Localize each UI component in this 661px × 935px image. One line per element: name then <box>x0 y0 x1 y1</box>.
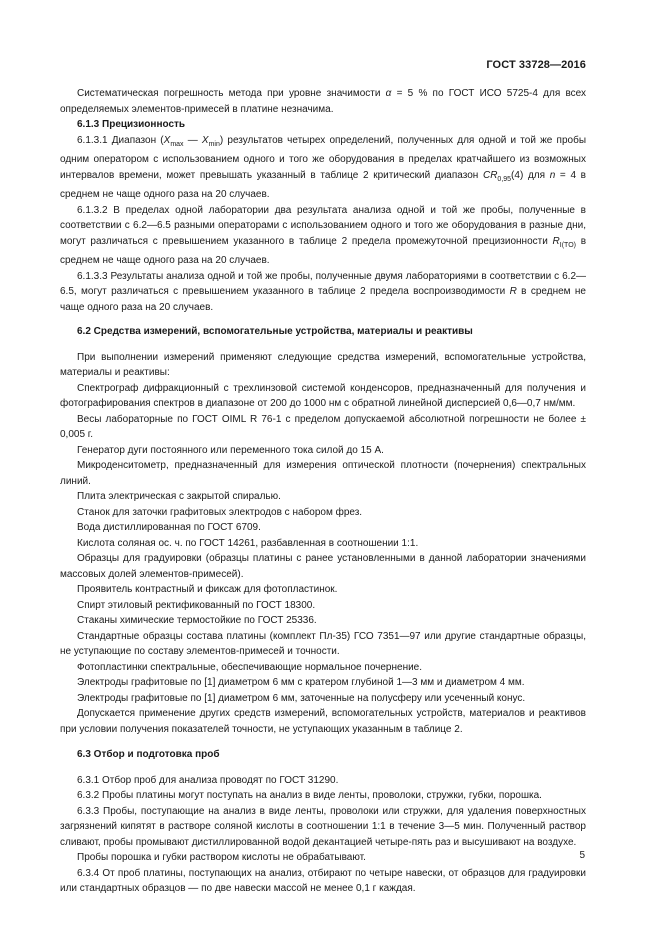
text-run: 6.1.3 Прецизионность <box>77 119 186 130</box>
text-run: Станок для заточки графитовых электродов с набором фрез. <box>77 506 363 518</box>
paragraph-p-6-3-2 <box>60 788 586 804</box>
text-run: 6.3.1 Отбор проб для анализа проводят по ГОСТ 31290. <box>77 774 339 786</box>
text-run: Систематическая погрешность метода при уровне значимости <box>77 88 386 99</box>
text-run: 6.3.4 От проб платины, поступающих на анализ, отбирают по четыре навески, от образцов для градуировки или стандартных образцов — по две навески массой не менее 0,1 г каждая. <box>60 867 586 894</box>
text-run: Весы лабораторные по ГОСТ OIML R 76-1 с пределом допускаемой абсолютной погрешности не более ± 0,005 г. <box>60 413 586 440</box>
text-run: 6.1.3.1 Диапазон ( <box>77 134 164 146</box>
text-run: 6.1.3.2 В пределах одной лаборатории два результата анализа одной и той же пробы, полученные в соответствии с 6.2—6.5 разными операторами с использованием одного и того же оборудования в разные дни, могут различаться с превышением указанного в таблице 2 предела промежуточной прецизионности <box>60 204 586 247</box>
text-run: = 5 % по ГОСТ ИСО 5725-4 для всех определяемых элементов-примесей в платине незначима. <box>60 88 586 115</box>
text-run: Спектрограф дифракционный с трехлинзовой системой конденсоров, предназначенный для получения и фотографирования спектров в диапазоне от 200 до 1000 нм с обратной линейной дисперсией 0,6—0,7 нм/мм. <box>60 382 586 409</box>
paragraph-eq-intro <box>60 350 586 381</box>
paragraph-eq-2 <box>60 412 586 443</box>
paragraph-p-6-1-3-3 <box>60 269 586 316</box>
text-run: Фотопластинки спектральные, обеспечивающие нормальное почернение. <box>77 661 423 673</box>
paragraph-eq-8 <box>60 536 586 552</box>
paragraph-eq-9 <box>60 551 586 582</box>
document-header <box>486 59 586 71</box>
italic-symbol: X <box>163 134 171 146</box>
text-run: Стандартные образцы состава платины (комплект Пл-35) ГСО 7351—97 или другие стандартные образцы, не уступающие по составу элементов-примесей и точности. <box>60 630 586 657</box>
subscript-text: I(TO) <box>559 241 576 249</box>
text-run: При выполнении измерений применяют следующие средства измерений, вспомогательные устройства, материалы и реактивы: <box>60 351 586 378</box>
section-heading-sec-6-2 <box>60 324 586 340</box>
paragraph-eq-4 <box>60 458 586 489</box>
text-run: Спирт этиловый ректификованный по ГОСТ 18300. <box>77 599 316 611</box>
paragraph-eq-14 <box>60 660 586 676</box>
text-run: Электроды графитовые по [1] диаметром 6 мм с кратером глубиной 1—3 мм и диаметром 4 мм. <box>77 677 525 688</box>
paragraph-p-6-3-3 <box>60 804 586 851</box>
paragraph-systematic-error <box>60 86 586 117</box>
italic-symbol: n <box>549 169 556 181</box>
section-heading-sec-6-1-3 <box>60 117 586 133</box>
text-run: Проявитель контрастный и фиксаж для фотопластинок. <box>77 584 338 595</box>
text-run: Электроды графитовые по [1] диаметром 6 мм, заточенные на полусферу или усеченный конус. <box>77 692 526 704</box>
paragraph-eq-13 <box>60 629 586 660</box>
italic-symbol: CR <box>482 169 498 181</box>
paragraph-eq-17 <box>60 706 586 737</box>
text-run: Генератор дуги постоянного или переменного тока силой до 15 А. <box>77 444 384 456</box>
text-run: 6.3.3 Пробы, поступающие на анализ в виде ленты, проволоки или стружки, для удаления поверхностных загрязнений кипятят в растворе соляной кислоты в соотношении 1:1 в течение 3—5 мин. Полученный раствор сливают, пробы промывают дистиллированной водой декантацией четыре-пять раз и высушивают на воздухе. <box>60 805 586 848</box>
paragraph-eq-7 <box>60 520 586 536</box>
paragraph-eq-12 <box>60 613 586 629</box>
page-footer <box>579 850 585 861</box>
paragraph-eq-16 <box>60 691 586 707</box>
text-run: Допускается применение других средств измерений, вспомогательных устройств, материалов и реактивов при условии получения показателей точности, не уступающих указанным в таблице 2. <box>60 708 586 735</box>
italic-symbol: R <box>552 235 560 247</box>
paragraph-p-6-3-4 <box>60 866 586 897</box>
paragraph-eq-15 <box>60 675 586 691</box>
text-run: в среднем не чаще одного раза на 20 случаев. <box>60 286 586 313</box>
text-run: 6.3 Отбор и подготовка проб <box>77 749 220 760</box>
subscript-text: max <box>170 140 184 148</box>
text-run: Стаканы химические термостойкие по ГОСТ 25336. <box>77 615 317 626</box>
paragraph-eq-5 <box>60 489 586 505</box>
paragraph-eq-10 <box>60 582 586 598</box>
text-run: 6.3.2 Пробы платины могут поступать на анализ в виде ленты, проволоки, стружки, губки, порошка. <box>77 790 542 801</box>
text-run: Вода дистиллированная по ГОСТ 6709. <box>77 522 261 533</box>
text-run: = 4 в среднем не чаще одного раза на 20 случаев. <box>60 169 586 200</box>
text-run: в среднем не чаще одного раза на 20 случаев. <box>60 235 587 266</box>
document-id: ГОСТ 33728—2016 <box>486 59 586 71</box>
paragraph-eq-6 <box>60 505 586 521</box>
text-run: 6.1.3.3 Результаты анализа одной и той же пробы, полученные двумя лабораториями в соответствии с 6.2—6.5, могут различаться с превышением указанного в таблице 2 предела воспроизводимости <box>60 270 586 297</box>
text-run: Плита электрическая с закрытой спиралью. <box>77 491 281 502</box>
text-run: (4) для <box>511 169 550 181</box>
italic-symbol: α <box>385 88 392 99</box>
subscript-text: 0,95 <box>497 175 512 183</box>
italic-symbol: X <box>201 134 209 146</box>
text-run: — <box>183 134 202 146</box>
text-run: Образцы для градуировки (образцы платины с ранее установленными в данной лаборатории значениями массовых долей элементов-примесей). <box>60 553 586 580</box>
paragraph-p-6-1-3-2 <box>60 203 586 269</box>
paragraph-p-6-1-3-1 <box>60 133 586 203</box>
text-run: Кислота соляная ос. ч. по ГОСТ 14261, разбавленная в соотношении 1:1. <box>77 537 419 549</box>
text-run: ) результатов четырех определений, полученных для одной и той же пробы одним оператором с использованием одного и того же оборудования в пределах кратчайшего из возможных интервалов времени, может превышать указанный в таблице 2 критический диапазон <box>60 134 587 181</box>
italic-symbol: R <box>509 286 517 297</box>
text-run: Микроденситометр, предназначенный для измерения оптической плотности (почернения) спектральных линий. <box>60 460 586 487</box>
document-body <box>60 86 586 897</box>
paragraph-p-6-3-1 <box>60 773 586 789</box>
subscript-text: min <box>208 140 220 148</box>
paragraph-eq-1 <box>60 381 586 412</box>
section-heading-sec-6-3 <box>60 747 586 763</box>
text-run: 6.2 Средства измерений, вспомогательные устройства, материалы и реактивы <box>77 326 473 337</box>
paragraph-eq-11 <box>60 598 586 614</box>
paragraph-eq-3 <box>60 443 586 459</box>
paragraph-p-6-3-3b <box>60 850 586 866</box>
page-number: 5 <box>579 850 585 861</box>
text-run: Пробы порошка и губки раствором кислоты не обрабатывают. <box>77 852 366 863</box>
